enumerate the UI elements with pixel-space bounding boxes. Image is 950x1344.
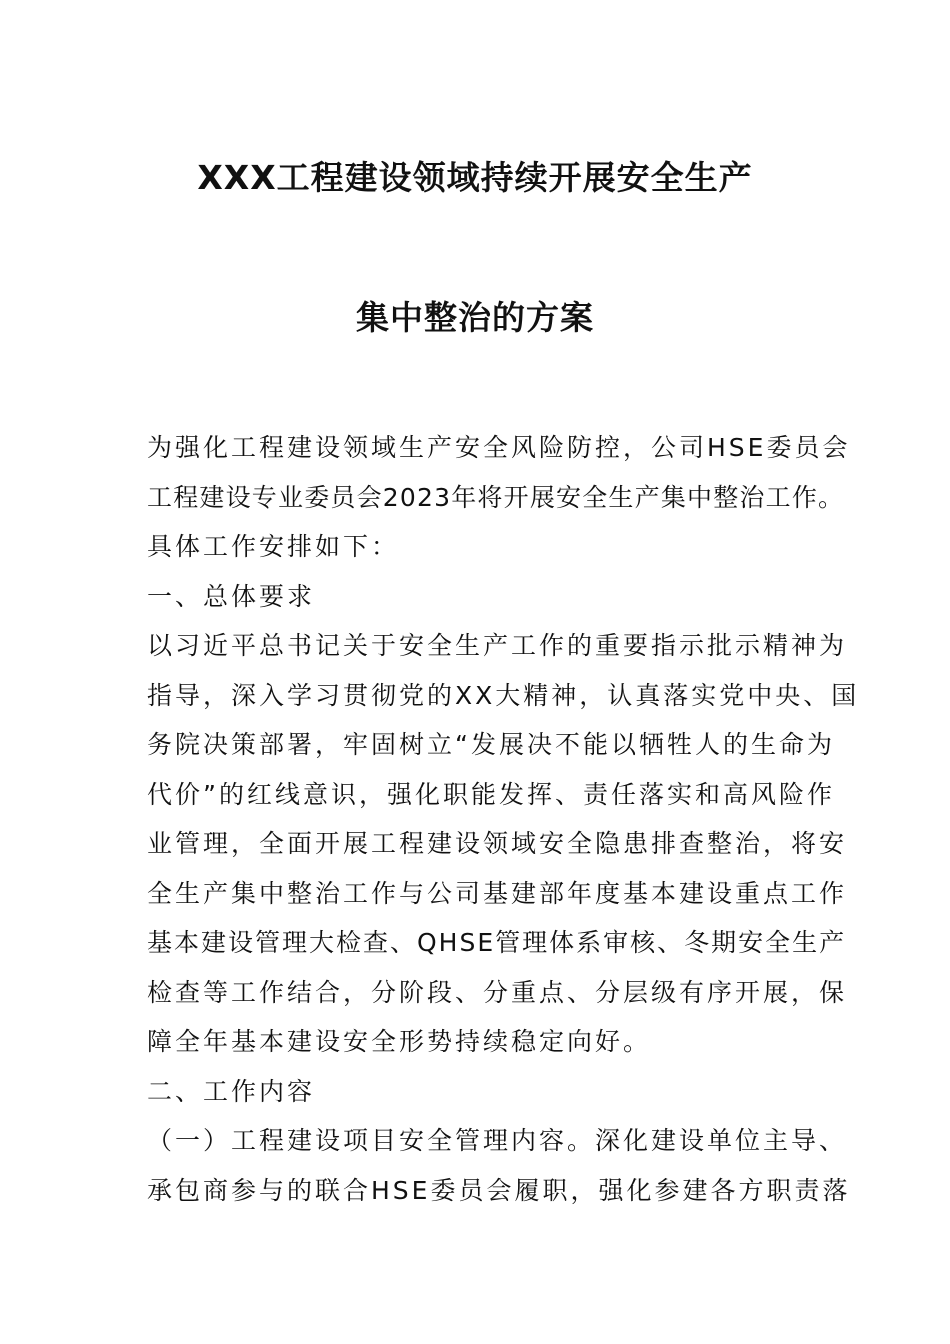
body-line: 检查等工作结合，分阶段、分重点、分层级有序开展，保 (147, 977, 848, 1007)
body-line: 务院决策部署，牢固树立“发展决不能以牺牲人的生命为 (147, 730, 835, 759)
document-title-line-2: 集中整治的方案 (356, 298, 594, 337)
body-line: 具体工作安排如下： (147, 532, 400, 561)
body-line: 承包商参与的联合HSE委员会履职，强化参建各方职责落 (147, 1175, 851, 1205)
document-title-line-1: XXX工程建设领域持续开展安全生产 (197, 158, 753, 197)
body-line: 工程建设专业委员会2023年将开展安全生产集中整治工作。 (147, 482, 845, 512)
section-heading: 二、工作内容 (147, 1076, 316, 1106)
body-line: 基本建设管理大检查、QHSE管理体系审核、冬期安全生产 (147, 928, 847, 957)
body-line: 全生产集中整治工作与公司基建部年度基本建设重点工作 (147, 878, 848, 908)
body-line: （一）工程建设项目安全管理内容。深化建设单位主导、 (147, 1126, 848, 1155)
body-line: 障全年基本建设安全形势持续稳定向好。 (147, 1027, 652, 1056)
body-line: 业管理，全面开展工程建设领域安全隐患排查整治，将安 (147, 829, 848, 858)
section-heading: 一、总体要求 (147, 581, 316, 611)
body-line: 以习近平总书记关于安全生产工作的重要指示批示精神为 (147, 631, 848, 660)
body-line: 代价”的红线意识，强化职能发挥、责任落实和高风险作 (147, 779, 835, 809)
body-line: 为强化工程建设领域生产安全风险防控，公司HSE委员会 (147, 433, 851, 462)
body-line: 指导，深入学习贯彻党的XX大精神，认真落实党中央、国 (147, 680, 860, 710)
document-body (147, 428, 860, 1220)
